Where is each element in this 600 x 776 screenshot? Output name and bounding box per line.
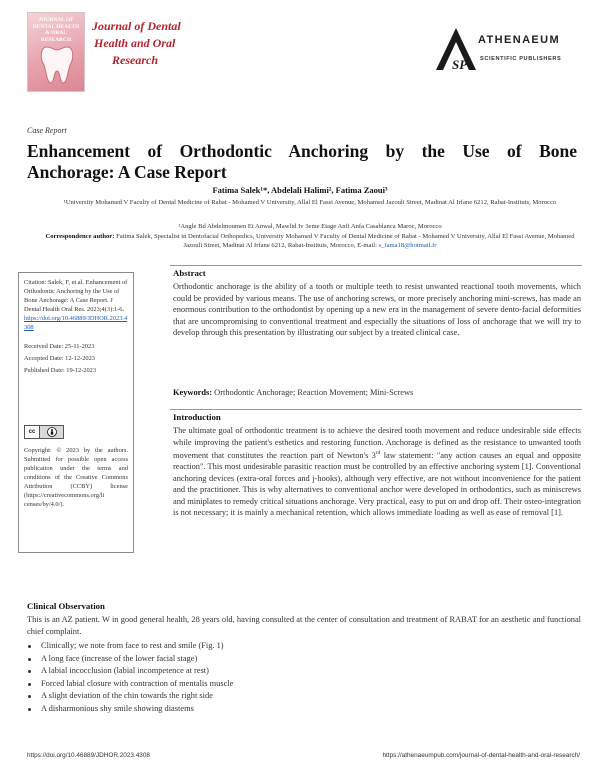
accepted-date: Accepted Date: 12-12-2023	[24, 355, 95, 362]
article-title-line-2: Anchorage: A Case Report	[27, 162, 227, 182]
keywords-text: Orthodontic Anchorage; Reaction Movement; Mini-Screws	[214, 388, 414, 397]
list-item: Forced labial closure with contraction of mentalis muscle	[27, 678, 581, 691]
published-date: Published Date: 19-12-2023	[24, 367, 97, 374]
journal-cover-thumbnail	[27, 12, 85, 92]
cc-icon: cc	[25, 426, 40, 438]
journal-cover-title: JOURNAL OF DENTAL HEALTH & ORAL RESEARCH	[32, 17, 80, 43]
publisher-name: ATHENAEUM	[478, 34, 561, 46]
author-list: Fatima Salek¹*, Abdelali Halimi², Fatima Zaoui³	[212, 185, 388, 195]
affiliation-2: ²Angle Bd Abdelmoumen Et Anwal, Mawlid Iv 3eme Etage Anfi Anfa Casablanca Maroc, Morocco	[178, 223, 442, 230]
citation-text: Citation: Salek, F, et al. Enhancement of Orthodontic Anchoring by the Use of Bone Anchorage: A Case Report. J Dental Health Oral Res. 2023;4(3):1-6.	[24, 279, 128, 313]
list-item: A labial incocclusion (labial incompetence at rest)	[27, 665, 581, 678]
clinical-findings-list	[27, 640, 581, 715]
keywords	[173, 387, 581, 399]
list-item: Clinically; we note from face to rest and smile (Fig. 1)	[27, 640, 581, 653]
clinical-observation-text: This is an AZ patient. W in good general health, 28 years old, having consulted at the center of consultation and treatment of RABAT for an aesthetic and functional chief complaint.	[27, 615, 581, 636]
list-item: A long face (increase of the lower facial stage)	[27, 653, 581, 666]
correspondence	[40, 232, 580, 250]
copyright-text: Copyright: © 2023 by the authors. Submitted for possible open access publication under the terms and conditions of the Creative Commons Attribution (CCBY) license (https://creativecommons.org/li censes/by/4.0/).	[24, 447, 128, 508]
correspondence-email[interactable]: s_fama18@hotmail.fr	[378, 242, 437, 249]
introduction-text-part-2: law statement: "any action causes an equal and opposite reaction". This most undesirable parasitic reaction must be controlled by an effective anchoring system [1]. Conventional anchoring devices (extra-oral forces and j-hooks), although very effective, are not without inconvenience for the patient and the practitioner. This is why alternatives to conventional anchor were developed in orthodontics, such as miniscrews and miniplates to remedy critical situations anchorage. Very practical, easy to put on and drop off. Their osteo-integration is not necessary; it is mainly a mechanical retention, which allows immediate loading as well as ease of removal [1].	[173, 450, 582, 518]
introduction-heading: Introduction	[173, 412, 221, 422]
citation-doi-link[interactable]: https://doi.org/10.46889/JDHOR.2023.4308	[24, 315, 128, 331]
abstract-heading: Abstract	[173, 268, 206, 278]
article-type: Case Report	[27, 126, 67, 135]
affiliation-1: ¹University Mohamed V Faculty of Dental Medicine of Rabat - Mohamed V University, Allal El Fassi Avenue, Mohamed Jazouli Street, Madinat Al Irfane 6212, Rabat-Instituts, Morocco	[63, 199, 557, 206]
athenaeum-logo-icon	[432, 24, 482, 74]
divider	[170, 409, 582, 410]
cc-license-badge[interactable]	[24, 425, 64, 439]
publisher-subtitle: SCIENTIFIC PUBLISHERS	[480, 56, 562, 62]
publisher-logo-letters: SP	[452, 57, 468, 72]
article-title-line-1: Enhancement of Orthodontic Anchoring by the Use of Bone	[27, 141, 577, 161]
journal-name	[92, 18, 232, 69]
abstract-text: Orthodontic anchorage is the ability of a tooth or multiple teeth to resist unwanted reactional tooth movements, which could be provided by various means. The use of anchoring screws, or more precisely anchoring mini-screws, has made an enormous contribution to the orthodontist by opening up a new era in the management of severe dento-facial deformities that are uncompromising to conventional treatment and especially the situations of loss of anchorage that we will try to develop through this presentation by illustrating our subject by a treated clinical case.	[173, 282, 582, 337]
introduction-text	[173, 425, 581, 519]
introduction-text-part-1: The ultimate goal of orthodontic treatment is to achieve the desired tooth movement and reduce undesirable side effects while improving the patient's esthetics and restoring function. Anchorage is defined as the resistance to unwanted tooth movement that constitutes the reaction part of Newton's 3	[173, 426, 581, 460]
journal-name-line: Research	[112, 53, 158, 67]
correspondence-label: Correspondence author:	[45, 233, 115, 240]
journal-name-line: Health and Oral	[94, 36, 176, 50]
citation	[24, 278, 128, 375]
attribution-person-icon	[47, 427, 57, 437]
correspondence-text: Fatima Salek, Specialist in Dentofacial Orthopedics, University Mohamed V Faculty of Dental Medicine of Rabat - Mohamed V University, Allal El Fassi Avenue, Mohamed Jazouli Street, Madinat Al Irfane 6212, Rabat-Instituts, Morocco, E-mail:	[116, 233, 575, 249]
keywords-label: Keywords:	[173, 388, 213, 397]
list-item: A slight deviation of the chin towards the right side	[27, 690, 581, 703]
divider	[170, 265, 582, 266]
tooth-icon	[38, 43, 76, 87]
footer-doi-link[interactable]: https://doi.org/10.46889/JDHOR.2023.4308	[27, 752, 150, 759]
footer-journal-url[interactable]: https://athenaeumpub.com/journal-of-dental-health-and-oral-research/	[382, 752, 580, 759]
superscript: rd	[375, 450, 381, 456]
clinical-observation-heading: Clinical Observation	[27, 601, 105, 611]
journal-name-line: Journal of Dental	[92, 19, 181, 33]
received-date: Received Date: 25-11-2023	[24, 343, 95, 350]
list-item: A disharmonious shy smile showing diastems	[27, 703, 581, 716]
